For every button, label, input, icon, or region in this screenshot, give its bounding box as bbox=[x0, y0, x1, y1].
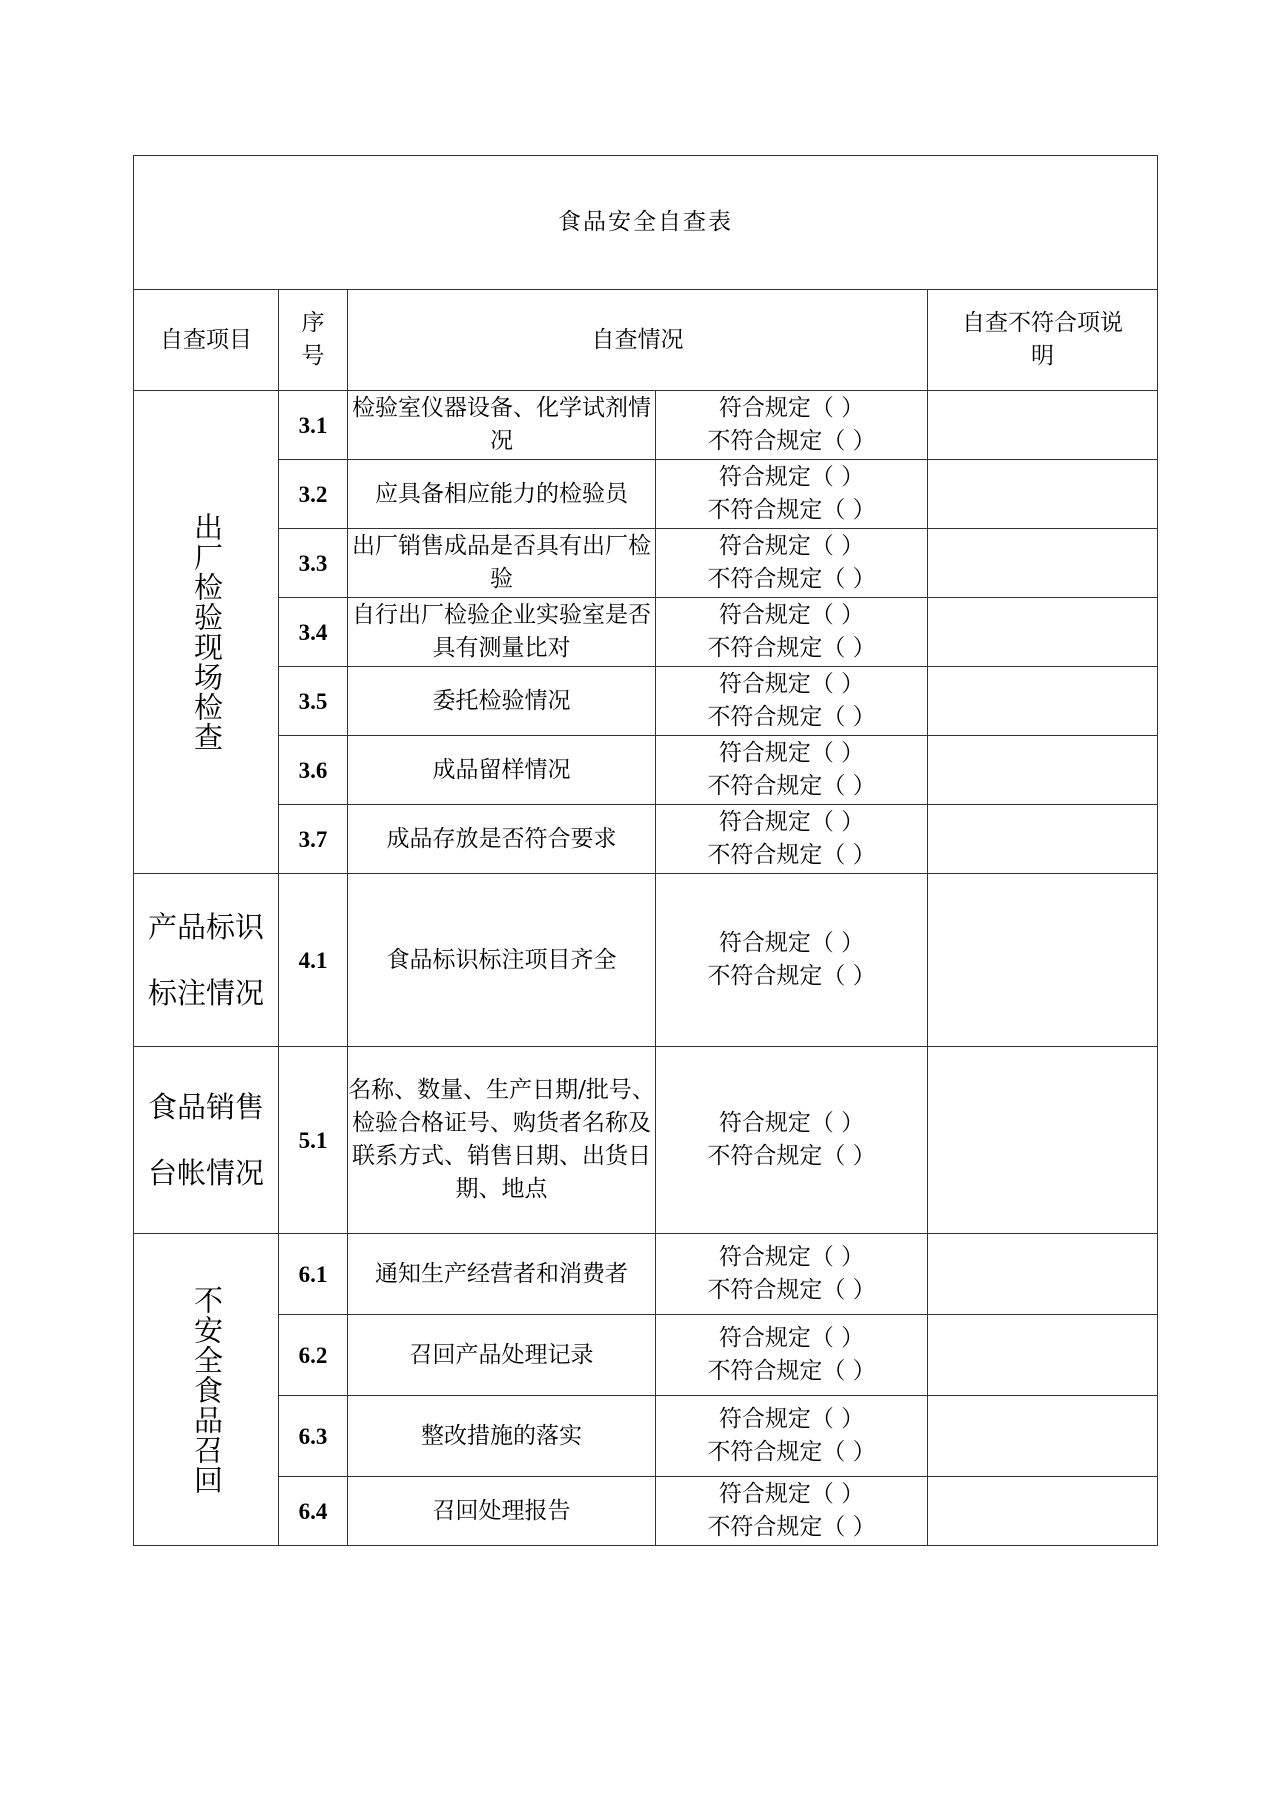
note-cell[interactable] bbox=[928, 1315, 1158, 1396]
table-row bbox=[134, 391, 1158, 460]
not-comply-option[interactable]: 不符合规定（ ） bbox=[707, 1358, 876, 1384]
row-item: 名称、数量、生产日期/批号、检验合格证号、购货者名称及联系方式、销售日期、出货日期、地点 bbox=[348, 1047, 656, 1234]
note-cell[interactable] bbox=[928, 1234, 1158, 1315]
table-row bbox=[134, 736, 1158, 805]
row-item: 应具备相应能力的检验员 bbox=[348, 460, 656, 529]
table-row bbox=[134, 1396, 1158, 1477]
table-row bbox=[134, 1315, 1158, 1396]
header-note: 自查不符合项说明 bbox=[928, 290, 1158, 391]
row-item: 召回产品处理记录 bbox=[348, 1315, 656, 1396]
row-seq: 4.1 bbox=[279, 874, 348, 1047]
row-seq: 3.3 bbox=[279, 529, 348, 598]
table-row bbox=[134, 874, 1158, 1047]
table-row bbox=[134, 667, 1158, 736]
not-comply-option[interactable]: 不符合规定（ ） bbox=[707, 1439, 876, 1465]
row-item: 出厂销售成品是否具有出厂检验 bbox=[348, 529, 656, 598]
row-item: 整改措施的落实 bbox=[348, 1396, 656, 1477]
comply-option[interactable]: 符合规定（ ） bbox=[718, 464, 865, 490]
header-item: 自查项目 bbox=[134, 290, 279, 391]
status-options bbox=[656, 736, 928, 805]
not-comply-option[interactable]: 不符合规定（ ） bbox=[707, 1277, 876, 1303]
row-seq: 5.1 bbox=[279, 1047, 348, 1234]
table-row bbox=[134, 805, 1158, 874]
comply-option[interactable]: 符合规定（ ） bbox=[718, 740, 865, 766]
row-seq: 3.6 bbox=[279, 736, 348, 805]
row-item: 召回处理报告 bbox=[348, 1477, 656, 1546]
not-comply-option[interactable]: 不符合规定（ ） bbox=[707, 566, 876, 592]
status-options bbox=[656, 598, 928, 667]
note-cell[interactable] bbox=[928, 1477, 1158, 1546]
row-seq: 3.7 bbox=[279, 805, 348, 874]
status-options bbox=[656, 1315, 928, 1396]
comply-option[interactable]: 符合规定（ ） bbox=[718, 671, 865, 697]
row-item: 检验室仪器设备、化学试剂情况 bbox=[348, 391, 656, 460]
note-cell[interactable] bbox=[928, 805, 1158, 874]
note-cell[interactable] bbox=[928, 1396, 1158, 1477]
not-comply-option[interactable]: 不符合规定（ ） bbox=[707, 963, 876, 989]
comply-option[interactable]: 符合规定（ ） bbox=[718, 1244, 865, 1270]
comply-option[interactable]: 符合规定（ ） bbox=[718, 1481, 865, 1507]
self-check-table bbox=[133, 155, 1158, 1546]
table-row bbox=[134, 598, 1158, 667]
comply-option[interactable]: 符合规定（ ） bbox=[718, 1406, 865, 1432]
table-row bbox=[134, 1047, 1158, 1234]
note-cell[interactable] bbox=[928, 529, 1158, 598]
status-options bbox=[656, 874, 928, 1047]
comply-option[interactable]: 符合规定（ ） bbox=[718, 533, 865, 559]
note-cell[interactable] bbox=[928, 667, 1158, 736]
not-comply-option[interactable]: 不符合规定（ ） bbox=[707, 704, 876, 730]
comply-option[interactable]: 符合规定（ ） bbox=[718, 809, 865, 835]
status-options bbox=[656, 529, 928, 598]
header-seq: 序号 bbox=[279, 290, 348, 391]
row-item: 委托检验情况 bbox=[348, 667, 656, 736]
not-comply-option[interactable]: 不符合规定（ ） bbox=[707, 1143, 876, 1169]
row-item: 自行出厂检验企业实验室是否具有测量比对 bbox=[348, 598, 656, 667]
row-item: 成品留样情况 bbox=[348, 736, 656, 805]
row-item: 成品存放是否符合要求 bbox=[348, 805, 656, 874]
section-label: 不安全食品召回 bbox=[134, 1234, 279, 1546]
row-seq: 3.1 bbox=[279, 391, 348, 460]
page-title: 食品安全自查表 bbox=[134, 156, 1158, 290]
row-seq: 6.1 bbox=[279, 1234, 348, 1315]
section-label: 出厂检验现场检查 bbox=[134, 391, 279, 874]
section-label: 食品销售台帐情况 bbox=[134, 1047, 279, 1234]
table-row bbox=[134, 460, 1158, 529]
comply-option[interactable]: 符合规定（ ） bbox=[718, 395, 865, 421]
status-options bbox=[656, 1234, 928, 1315]
not-comply-option[interactable]: 不符合规定（ ） bbox=[707, 497, 876, 523]
status-options bbox=[656, 460, 928, 529]
note-cell[interactable] bbox=[928, 736, 1158, 805]
table-row bbox=[134, 1477, 1158, 1546]
header-status: 自查情况 bbox=[348, 290, 928, 391]
row-seq: 6.2 bbox=[279, 1315, 348, 1396]
comply-option[interactable]: 符合规定（ ） bbox=[718, 930, 865, 956]
not-comply-option[interactable]: 不符合规定（ ） bbox=[707, 635, 876, 661]
table-row bbox=[134, 529, 1158, 598]
row-seq: 6.3 bbox=[279, 1396, 348, 1477]
note-cell[interactable] bbox=[928, 598, 1158, 667]
note-cell[interactable] bbox=[928, 460, 1158, 529]
not-comply-option[interactable]: 不符合规定（ ） bbox=[707, 1514, 876, 1540]
row-seq: 3.4 bbox=[279, 598, 348, 667]
section-label: 产品标识标注情况 bbox=[134, 874, 279, 1047]
status-options bbox=[656, 391, 928, 460]
status-options bbox=[656, 805, 928, 874]
row-seq: 3.5 bbox=[279, 667, 348, 736]
status-options bbox=[656, 1047, 928, 1234]
not-comply-option[interactable]: 不符合规定（ ） bbox=[707, 842, 876, 868]
status-options bbox=[656, 1396, 928, 1477]
comply-option[interactable]: 符合规定（ ） bbox=[718, 602, 865, 628]
comply-option[interactable]: 符合规定（ ） bbox=[718, 1325, 865, 1351]
table-row bbox=[134, 1234, 1158, 1315]
note-cell[interactable] bbox=[928, 874, 1158, 1047]
row-seq: 6.4 bbox=[279, 1477, 348, 1546]
not-comply-option[interactable]: 不符合规定（ ） bbox=[707, 428, 876, 454]
comply-option[interactable]: 符合规定（ ） bbox=[718, 1110, 865, 1136]
status-options bbox=[656, 1477, 928, 1546]
row-seq: 3.2 bbox=[279, 460, 348, 529]
note-cell[interactable] bbox=[928, 1047, 1158, 1234]
not-comply-option[interactable]: 不符合规定（ ） bbox=[707, 773, 876, 799]
status-options bbox=[656, 667, 928, 736]
note-cell[interactable] bbox=[928, 391, 1158, 460]
row-item: 通知生产经营者和消费者 bbox=[348, 1234, 656, 1315]
row-item: 食品标识标注项目齐全 bbox=[348, 874, 656, 1047]
